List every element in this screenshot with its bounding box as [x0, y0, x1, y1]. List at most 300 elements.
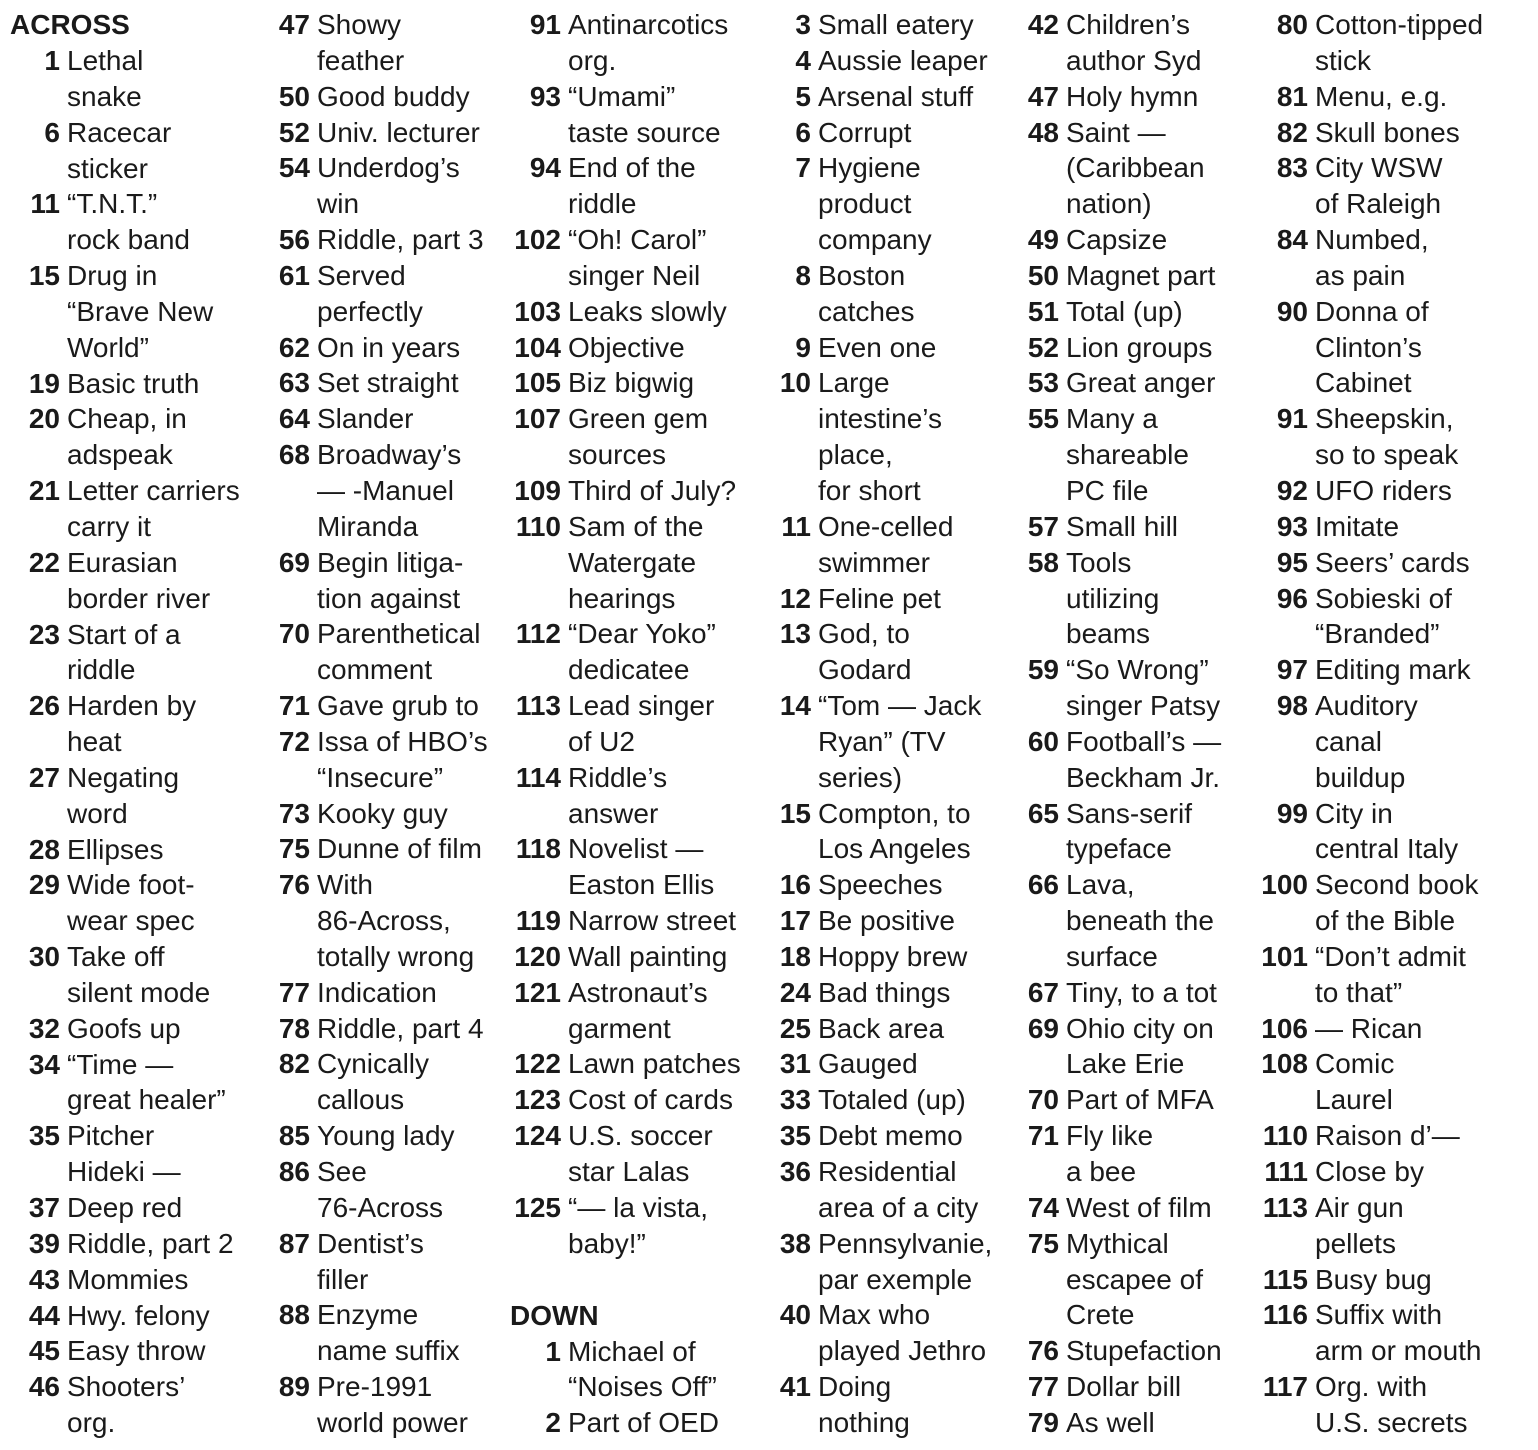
clue-number: 49 — [1027, 224, 1059, 256]
clue — [1258, 115, 1483, 151]
clue-line: Gauged — [818, 1048, 918, 1080]
clue-number: 82 — [278, 1048, 310, 1080]
clue-number: 69 — [1027, 1012, 1059, 1044]
clue-line: Eurasian — [67, 546, 178, 578]
clue-text — [67, 115, 171, 187]
clue — [276, 545, 488, 617]
clue-text — [568, 509, 703, 617]
clue — [1258, 545, 1483, 581]
clue-text — [1066, 1226, 1203, 1334]
clue-number: 1 — [545, 1335, 561, 1367]
clue-line: Many a — [1066, 403, 1158, 435]
clue — [10, 1298, 240, 1334]
clue-line: Take off — [67, 941, 165, 973]
clue — [276, 150, 488, 222]
clue — [778, 581, 992, 617]
clue-number: 70 — [1027, 1084, 1059, 1116]
clue-number: 104 — [514, 331, 561, 363]
clue-text — [818, 7, 974, 43]
clue-number: 97 — [1276, 654, 1308, 686]
clue-line: 76-Across — [317, 1191, 444, 1223]
clue-text — [568, 831, 714, 903]
clue-line: Set straight — [317, 367, 459, 399]
clue-line: Shooters’ — [67, 1371, 186, 1403]
clue-number: 84 — [1276, 224, 1308, 256]
clue-text — [1066, 724, 1221, 796]
clue-number: 33 — [779, 1084, 811, 1116]
clue-line: See — [317, 1156, 367, 1187]
clue — [1258, 7, 1483, 79]
clue-line: for short — [818, 474, 921, 506]
clue-number: 19 — [28, 367, 60, 399]
clue-text — [818, 867, 943, 903]
clue-line: With — [317, 869, 373, 901]
clue — [1024, 330, 1222, 366]
clue-line: singer Patsy — [1066, 690, 1221, 722]
clue-number: 75 — [278, 833, 310, 865]
clue-number: 53 — [1027, 367, 1059, 399]
clue-text — [67, 832, 163, 868]
clue-line: Numbed, — [1315, 224, 1429, 256]
clue — [10, 401, 240, 473]
clue-line: As well — [1066, 1406, 1155, 1438]
clue-text — [317, 724, 488, 796]
clue-number: 60 — [1027, 725, 1059, 757]
clue-text — [67, 258, 213, 366]
clue-line: Football’s — — [1066, 725, 1222, 757]
clue-line: Lake Erie — [1066, 1048, 1185, 1080]
clue — [10, 1262, 240, 1298]
clue — [1258, 1154, 1483, 1190]
clue-line: City WSW — [1315, 152, 1443, 184]
clue-text — [568, 294, 727, 330]
clue-line: baby!” — [568, 1227, 646, 1259]
clue-line: Small hill — [1066, 510, 1179, 542]
clue-line: UFO riders — [1315, 474, 1452, 506]
clue-line: PC file — [1066, 474, 1149, 506]
clue — [778, 150, 992, 258]
clue-line: Issa of HBO’s — [317, 725, 488, 757]
clue — [10, 1333, 240, 1369]
clue-line: Pre-1991 — [317, 1371, 433, 1403]
clue-text — [67, 1011, 181, 1047]
clue — [1024, 258, 1222, 294]
clue-text — [1066, 79, 1198, 115]
clue-line: Sheepskin, — [1315, 403, 1454, 435]
clue-number: 98 — [1276, 690, 1308, 722]
clue — [510, 7, 741, 79]
clue-list — [1024, 7, 1222, 1441]
clue-text — [1066, 545, 1159, 653]
clue-line: (Caribbean — [1066, 152, 1205, 184]
clue-number: 48 — [1027, 116, 1059, 148]
clue-text — [1066, 222, 1167, 258]
clue-text — [67, 545, 210, 617]
clue-line: tion against — [317, 582, 461, 614]
clue-text — [1315, 79, 1447, 115]
clue — [276, 258, 488, 330]
clue — [1024, 294, 1222, 330]
clue-line: border river — [67, 582, 211, 614]
clue-number: 93 — [529, 80, 561, 112]
clue — [1258, 1190, 1483, 1262]
clue-line: place, — [818, 439, 893, 471]
clue-text — [1066, 1011, 1214, 1083]
clue — [1024, 867, 1222, 975]
clue-line: “— la vista, — [568, 1191, 709, 1223]
clue-text — [317, 115, 480, 151]
clue-line: so to speak — [1315, 439, 1459, 471]
clue-text — [818, 1046, 918, 1082]
clue-number: 76 — [278, 869, 310, 901]
clue — [1258, 1118, 1483, 1154]
clue-line: Capsize — [1066, 224, 1168, 256]
clue-line: Underdog’s — [317, 152, 460, 184]
clue-line: Hygiene — [818, 152, 921, 184]
clue — [510, 150, 741, 222]
clue-text — [67, 1226, 234, 1262]
clue-number: 89 — [278, 1371, 310, 1403]
clue-number: 43 — [28, 1263, 60, 1295]
clue-text — [818, 1082, 966, 1118]
clue-list — [276, 7, 488, 1441]
clue — [1024, 1333, 1222, 1369]
clue-text — [818, 43, 988, 79]
clue-number: 100 — [1261, 869, 1308, 901]
clue-number: 14 — [779, 690, 811, 722]
clue — [778, 258, 992, 330]
clue-line: singer Neil — [568, 259, 701, 291]
clue-text — [1066, 294, 1183, 330]
clue-number: 107 — [514, 403, 561, 435]
clue-text — [67, 688, 196, 760]
clue-line: City in — [1315, 797, 1393, 829]
clue-text — [1315, 1046, 1394, 1118]
clue-text — [1066, 1405, 1155, 1441]
clue-text — [1066, 1118, 1153, 1190]
clue-line: shareable — [1066, 439, 1189, 471]
clue-number: 119 — [515, 905, 561, 937]
clue-line: Arsenal stuff — [818, 80, 974, 112]
clue-line: Broadway’s — [317, 439, 462, 471]
clue-text — [317, 330, 460, 366]
clue-text — [1315, 652, 1471, 688]
clue — [778, 1154, 992, 1226]
clue — [1024, 652, 1222, 724]
clue-line: Sans-serif — [1066, 797, 1193, 829]
clue-line: Close by — [1315, 1156, 1424, 1187]
clue-line: 86-Across, — [317, 905, 451, 937]
clue-line: Stupefaction — [1066, 1335, 1222, 1367]
clue-number: 83 — [1276, 152, 1308, 184]
clue-text — [818, 796, 971, 868]
clue-text — [1066, 1333, 1222, 1369]
clue — [10, 1369, 240, 1441]
clue-line: star Lalas — [568, 1156, 690, 1187]
clue-text — [317, 437, 461, 545]
clue — [510, 1118, 741, 1190]
clue — [510, 330, 741, 366]
clue-number: 67 — [1027, 976, 1059, 1008]
clue-number: 41 — [779, 1371, 811, 1403]
clue-line: Skull bones — [1315, 116, 1460, 148]
clue-number: 118 — [515, 833, 561, 865]
clue-number: 24 — [779, 976, 811, 1008]
clue-number: 26 — [28, 690, 60, 722]
clue-line: heat — [67, 726, 122, 758]
clue-text — [317, 1297, 460, 1369]
clue — [1024, 222, 1222, 258]
clue — [778, 509, 992, 581]
clue — [1258, 1262, 1483, 1298]
clue-line: arm or mouth — [1315, 1335, 1482, 1367]
clue-number: 85 — [278, 1120, 310, 1152]
clue-text — [818, 330, 936, 366]
clue-number: 96 — [1276, 582, 1308, 614]
clue-text — [818, 975, 950, 1011]
clue-text — [1315, 1011, 1422, 1047]
clue-text — [818, 150, 932, 258]
clue-number: 35 — [779, 1120, 811, 1152]
clue-number: 46 — [28, 1371, 60, 1403]
column-3 — [510, 7, 741, 1441]
clue — [778, 867, 992, 903]
clue — [1024, 365, 1222, 401]
clue-line: Miranda — [317, 510, 419, 542]
clue-text — [568, 903, 736, 939]
clue-number: 35 — [28, 1120, 60, 1152]
clue-text — [1315, 222, 1429, 294]
clue-number: 45 — [28, 1335, 60, 1367]
clue-number: 63 — [278, 367, 310, 399]
clue-text — [568, 688, 714, 760]
clue-number: 123 — [514, 1084, 561, 1116]
clue-line: “So Wrong” — [1066, 654, 1209, 686]
clue-number: 77 — [1027, 1371, 1059, 1403]
clue-text — [818, 115, 911, 151]
clue-number: 113 — [515, 690, 561, 722]
clue-line: adspeak — [67, 439, 173, 471]
clue-number: 122 — [514, 1048, 561, 1080]
clue-line: Compton, to — [818, 797, 971, 829]
clue-text — [1315, 688, 1418, 796]
clue — [276, 616, 488, 688]
clue-number: 116 — [1262, 1299, 1308, 1331]
clue-line: a bee — [1066, 1156, 1137, 1187]
clue-line: Crete — [1066, 1299, 1135, 1331]
clue-line: Riddle, part 3 — [317, 224, 484, 256]
clue-number: 44 — [28, 1299, 60, 1331]
clue — [1258, 581, 1483, 653]
clue-number: 4 — [795, 44, 811, 76]
clue — [10, 760, 240, 832]
clue-line: of U2 — [568, 725, 635, 757]
clue-number: 55 — [1027, 403, 1059, 435]
clue-number: 71 — [278, 690, 310, 722]
clue-list — [510, 1334, 741, 1442]
clue-line: Mommies — [67, 1263, 189, 1295]
clue-number: 47 — [278, 9, 310, 40]
clue — [1258, 796, 1483, 868]
clue-line: Wall painting — [568, 940, 728, 972]
clue-text — [818, 1369, 910, 1441]
clue-text — [1315, 473, 1452, 509]
clue-line: catches — [818, 295, 915, 327]
clue-number: 76 — [1027, 1335, 1059, 1367]
clue-line: Easy throw — [67, 1335, 206, 1367]
clue-line: carry it — [67, 510, 151, 542]
clue-number: 2 — [545, 1407, 561, 1439]
clue-line: Univ. lecturer — [317, 116, 480, 148]
clue-line: Los Angeles — [818, 833, 971, 865]
clue-number: 39 — [28, 1227, 60, 1259]
clue-line: Novelist — — [568, 833, 704, 865]
clue-list — [10, 43, 240, 1441]
clue-number: 93 — [1276, 510, 1308, 542]
clue-line: Astronaut’s — [568, 976, 708, 1008]
clue-number: 81 — [1276, 80, 1308, 112]
clue-text — [818, 1011, 944, 1047]
clue-text — [317, 365, 459, 401]
clue — [778, 365, 992, 508]
clue-line: World” — [67, 331, 149, 363]
clue-text — [818, 1297, 986, 1369]
clue-line: Suffix with — [1315, 1299, 1443, 1331]
clue — [510, 831, 741, 903]
clue-line: nation) — [1066, 188, 1152, 220]
clue-number: 125 — [514, 1191, 561, 1223]
clue-line: comment — [317, 654, 433, 686]
clue — [778, 939, 992, 975]
clue-number: 102 — [514, 224, 561, 256]
clue-line: Watergate — [568, 546, 697, 578]
clue — [10, 867, 240, 939]
clue-text — [1315, 115, 1460, 151]
clue-line: hearings — [568, 582, 676, 614]
clue-line: Small eatery — [818, 9, 974, 40]
column-1 — [10, 7, 240, 1441]
clue-text — [568, 975, 708, 1047]
clue-line: God, to — [818, 618, 910, 650]
clue-line: Be positive — [818, 905, 955, 937]
clue — [1024, 7, 1222, 79]
clue-line: central Italy — [1315, 833, 1459, 865]
clue-line: filler — [317, 1263, 369, 1295]
clue — [276, 831, 488, 867]
clue-text — [317, 79, 470, 115]
clue-number: 113 — [1262, 1191, 1308, 1223]
clue-text — [1066, 975, 1217, 1011]
clue-text — [1066, 652, 1220, 724]
clue-number: 111 — [1264, 1156, 1308, 1187]
clue-text — [67, 760, 179, 832]
clue-number: 59 — [1027, 654, 1059, 686]
clue-line: great healer” — [67, 1084, 226, 1116]
clue-text — [568, 760, 667, 832]
clue-text — [818, 1154, 978, 1226]
clue-line: “T.N.T.” — [67, 188, 158, 220]
clue-line: Young lady — [317, 1120, 455, 1152]
clue-line: org. — [67, 1407, 116, 1439]
clue-line: Residential — [818, 1156, 957, 1187]
clue-number: 68 — [278, 439, 310, 471]
clue-line: Gave grub to — [317, 690, 479, 722]
clue-line: Busy bug — [1315, 1263, 1432, 1295]
clue-number: 36 — [779, 1156, 811, 1187]
clue-text — [1066, 365, 1215, 401]
clue — [778, 1297, 992, 1369]
clue — [510, 365, 741, 401]
clue-line: world power — [317, 1406, 468, 1438]
clue-line: Tools — [1066, 546, 1132, 578]
clue-number: 50 — [1027, 259, 1059, 291]
clue — [510, 222, 741, 294]
clue-number: 121 — [514, 976, 561, 1008]
clue — [778, 1369, 992, 1441]
clue-line: swimmer — [818, 546, 930, 578]
clue-text — [1066, 1369, 1181, 1405]
clue-number: 79 — [1027, 1406, 1059, 1438]
clue-line: Boston — [818, 259, 906, 291]
clue-text — [568, 1190, 708, 1262]
clue — [276, 1118, 488, 1154]
clue-line: sources — [568, 439, 667, 471]
clue — [510, 1082, 741, 1118]
clue-line: garment — [568, 1012, 671, 1044]
clue-line: “Dear Yoko” — [568, 618, 716, 650]
clue-line: Raison d’— — [1315, 1120, 1460, 1152]
clue-line: Magnet part — [1066, 259, 1216, 291]
clue — [276, 1046, 488, 1118]
clue-line: escapee of — [1066, 1263, 1203, 1295]
clue-text — [1315, 150, 1443, 222]
clue-number: 69 — [278, 546, 310, 578]
clue-line: Totaled (up) — [818, 1084, 966, 1116]
clue — [510, 939, 741, 975]
clue-line: org. — [568, 44, 617, 76]
clue-number: 88 — [278, 1299, 310, 1331]
clue-text — [1315, 939, 1466, 1011]
clue-line: “Time — — [67, 1048, 174, 1080]
clue-line: Donna of — [1315, 295, 1429, 327]
clue-line: U.S. soccer — [568, 1120, 713, 1152]
clue-line: Corrupt — [818, 116, 912, 148]
clue — [276, 1011, 488, 1047]
clue — [510, 1190, 741, 1262]
clue — [10, 832, 240, 868]
clue-number: 124 — [514, 1120, 561, 1152]
clue-line: Laurel — [1315, 1084, 1393, 1116]
clue-number: 94 — [529, 152, 561, 184]
clue-line: Beckham Jr. — [1066, 761, 1221, 793]
clue-number: 42 — [1027, 9, 1059, 40]
clue-line: Kooky guy — [317, 797, 448, 829]
clue-line: Mythical — [1066, 1227, 1169, 1259]
clue-text — [67, 617, 181, 689]
clue-text — [818, 688, 981, 796]
clue — [778, 1011, 992, 1047]
clue-line: surface — [1066, 940, 1158, 972]
clue-number: 86 — [278, 1156, 310, 1187]
clue-line: Bad things — [818, 976, 951, 1008]
clue-line: Feline pet — [818, 582, 941, 614]
clue — [276, 222, 488, 258]
clue — [276, 867, 488, 975]
clue-line: Michael of — [568, 1335, 696, 1367]
clue-line: Clinton’s — [1315, 331, 1422, 363]
clue — [510, 1046, 741, 1082]
clue-line: “Brave New — [67, 295, 214, 327]
